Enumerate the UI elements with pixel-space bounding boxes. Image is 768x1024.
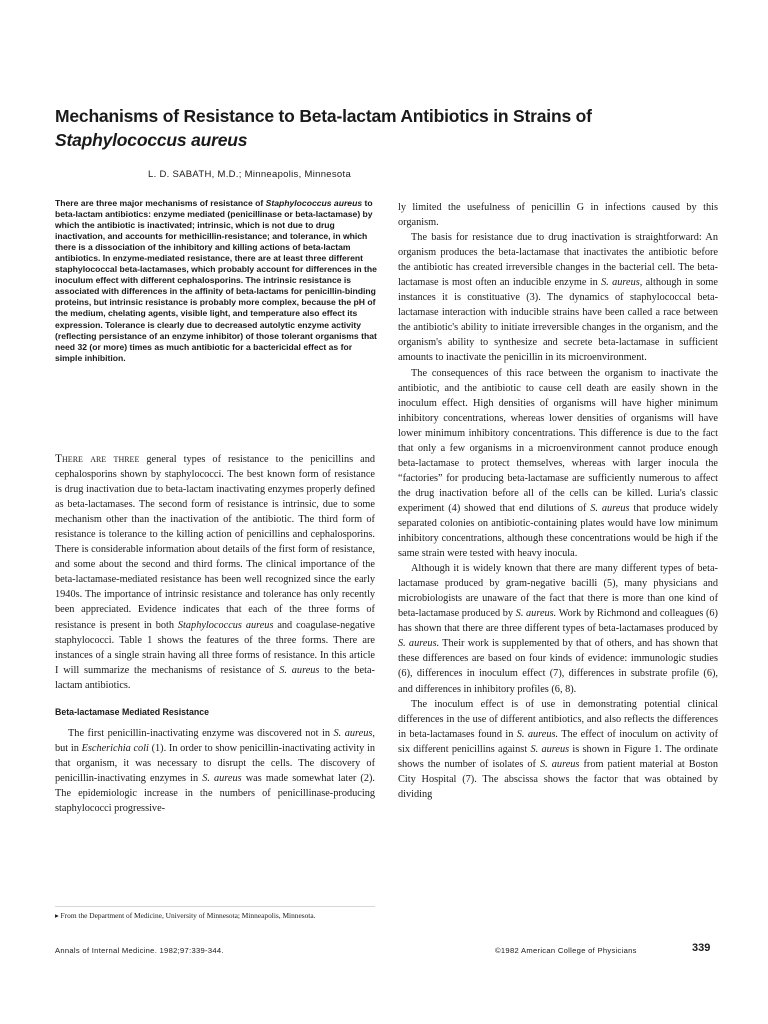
p2-text-c: (1). In order to show penicillin-inactivating activity in that organism, it was necessary to disrupt the cells. The discovery of penicillin-inactivating enzymes in xyxy=(55,742,375,784)
rp4-italic-2: S. aureus. xyxy=(398,638,440,650)
abstract xyxy=(55,198,377,364)
p2-italic-1: S. aureus xyxy=(333,727,373,739)
p2-text-a: The first penicillin-inactivating enzyme was discovered not in xyxy=(68,727,334,739)
rp5-text-d: from patient material at Boston City Hospital (7). The abscissa shows the factor that was obtained by dividing xyxy=(398,758,718,800)
body-paragraph xyxy=(398,230,718,365)
rp5-text-a: The inoculum effect is of use in demonstrating potential clinical differences in the use of different antibiotics, and also reflects the differences in beta-lactamases found in xyxy=(398,698,718,740)
rp5-italic-3: S. aureus xyxy=(540,758,580,770)
rp2-text-a: The basis for resistance due to drug inactivation is straightforward: An organism produces the beta-lactamase that inactivates the antibiotic before the antibiotic has created irreversible changes in the bacterial cell. The beta-lactamase is most often an inducible enzyme in xyxy=(398,232,718,289)
rp5-italic-2: S. aureus xyxy=(530,743,570,755)
left-column xyxy=(55,452,375,816)
rp3-text-a: The consequences of this race between the organism to inactivate the antibiotic, and the antibiotic to cause cell death are easily shown in the inoculum effect. High densities of organisms will have higher minimum inhibitory concentrations, whereas lower densities of organisms will have lower minimum inhibitory concentrations. This difference is due to the fact that only a few organisms in a microenvironment cannot produce enough beta-lactamase to protect themselves, whereas with larger inocula the “factories” for producing beta-lactamase are sufficiently numerous to affect the drug inactivation before all of the cells can be killed. Luria's classic experiment (4) showed that end dilutions of xyxy=(398,367,718,514)
affiliation-footnote: ▸ From the Department of Medicine, University of Minnesota; Minneapolis, Minnesota. xyxy=(55,911,316,920)
body-paragraph xyxy=(398,697,718,802)
abstract-text-a: There are three major mechanisms of resistance of xyxy=(55,198,266,208)
body-paragraph xyxy=(55,726,375,816)
article-title xyxy=(55,104,735,152)
p2-text-b: , but in xyxy=(55,727,375,754)
p2-italic-3: S. aureus xyxy=(202,772,242,784)
article-title-line1: Mechanisms of Resistance to Beta-lactam Antibiotics in Strains of xyxy=(55,106,592,126)
page-number: 339 xyxy=(692,942,711,954)
rp5-italic-1: S. aureus. xyxy=(516,728,559,740)
rp3-text-b: that produce widely separated colonies on antibiotic-containing plates would have low minimum inhibitory concentrations, although these concentrations would be high if the same strain were tested with heavy inocula. xyxy=(398,502,718,560)
journal-citation: Annals of Internal Medicine. 1982;97:339-344. xyxy=(55,946,224,955)
p2-text-d: was made somewhat later (2). The epidemiologic increase in the numbers of penicillinase-producing staphylococci progressive- xyxy=(55,772,375,815)
body-paragraph xyxy=(398,366,718,562)
section-heading: Beta-lactamase Mediated Resistance xyxy=(55,706,210,717)
intro-text-b: and coagulase-negative staphylococci. Table 1 shows the features of the three forms. There are instances of a single strain having all three forms of resistance. In this article I will summarize the mechanisms of resistance of xyxy=(55,619,375,676)
intro-text-c: to the beta-lactam antibiotics. xyxy=(55,664,375,691)
rp5-text-b: The effect of inoculum on activity of six different penicillins against xyxy=(398,728,718,755)
body-paragraph: ly limited the usefulness of penicillin G in infections caused by this organism. xyxy=(398,202,718,229)
rp2-text-b: although in some instances it is constituative (3). The dynamics of staphylococcal beta-lactamase interaction with inducible strains have been called a race between the antibiotic's ability to initiate irreversible changes in the organism, and the organism's ability to synthesize and secrete beta-lactamase in sufficient amounts to inactivate the penicillin in its microenvironment. xyxy=(398,277,718,364)
rp4-text-b: Work by Richmond and colleagues (6) has shown that there are three different types of beta-lactamases produced by xyxy=(398,608,718,635)
drop-lead: There are three xyxy=(55,453,140,465)
p2-italic-2: Escherichia coli xyxy=(81,742,149,754)
rp2-italic-1: S. aureus, xyxy=(601,277,643,289)
abstract-organism: Staphylococcus aureus xyxy=(265,198,363,208)
article-title-line2: Staphylococcus aureus xyxy=(55,130,248,150)
rp4-text-a: Although it is widely known that there are many different types of beta-lactamase produced by gram-negative bacilli (5), many physicians and microbiologists are unaware of the fact that there is more than one kind of beta-lactamase produced by xyxy=(398,563,718,620)
intro-italic-2: S. aureus xyxy=(279,664,320,676)
rp4-italic-1: S. aureus. xyxy=(515,608,557,620)
body-paragraph xyxy=(398,561,718,696)
intro-italic-1: Staphylococcus aureus xyxy=(177,619,274,631)
rp5-text-c: is shown in Figure 1. The ordinate shows the number of isolates of xyxy=(398,743,719,770)
author-byline: L. D. SABATH, M.D.; Minneapolis, Minnesota xyxy=(148,169,352,180)
copyright-notice: ©1982 American College of Physicians xyxy=(495,946,637,955)
abstract-text-b: to beta-lactam antibiotics: enzyme mediated (penicillinase or beta-lactamase) by which the antibiotic is inactivated; intrinsic, which is not due to drug inactivation, and accounts for methicillin-resistance; and tolerance, in which there is a dissociation of the inhibitory and killing actions of beta-lactam antibiotics. In enzyme-mediated resistance, there are at least three different staphylococcal beta-lactamases, which probably account for differences in the inoculum effect with different cephalosporins. The intrinsic resistance is associated with differences in the affinity of beta-lactams for penicillin-binding proteins, but intrinsic resistance is probably more complex, because the pH of the medium, chelating agents, visible light, and temperature also effect its expression. Tolerance is clearly due to decreased autolytic enzyme activity (reflecting persistance of an enzyme inhibitor) of those tolerant organisms that need 32 (or more) times as much antibiotic for a bactericidal effect as for simple inhibition. xyxy=(55,198,377,363)
intro-paragraph xyxy=(55,452,375,693)
right-column xyxy=(398,200,718,802)
rp4-text-c: Their work is supplemented by that of others, and has shown that these differences are based on four kinds of evidence: immunologic studies (6), differences in inoculum effect (7), differences in substrate profile (6), and differences in inhibitory profiles (6, 8). xyxy=(398,638,718,695)
rp3-italic-1: S. aureus xyxy=(590,502,630,514)
intro-text-a: general types of resistance to the penicillins and cephalosporins shown by staphylococci. The best known form of resistance is drug inactivation due to beta-lactam inactivating enzymes properly defined as beta-lactamases. The second form of resistance is intrinsic, due to some mechanism other than the inactivation of the antibiotic. The third form of resistance is tolerance to the killing action of penicillins and cephalosporins. There is considerable information about details of the first form of resistance, and some about the second and third forms. The clinical importance of the beta-lactamase-mediated resistance has been well recognized since the early 1940s. The importance of intrinsic resistance and tolerance has only recently been appreciated. Evidence indicates that each of the three forms of resistance is present in both xyxy=(55,454,376,631)
footnote-divider xyxy=(55,906,375,907)
